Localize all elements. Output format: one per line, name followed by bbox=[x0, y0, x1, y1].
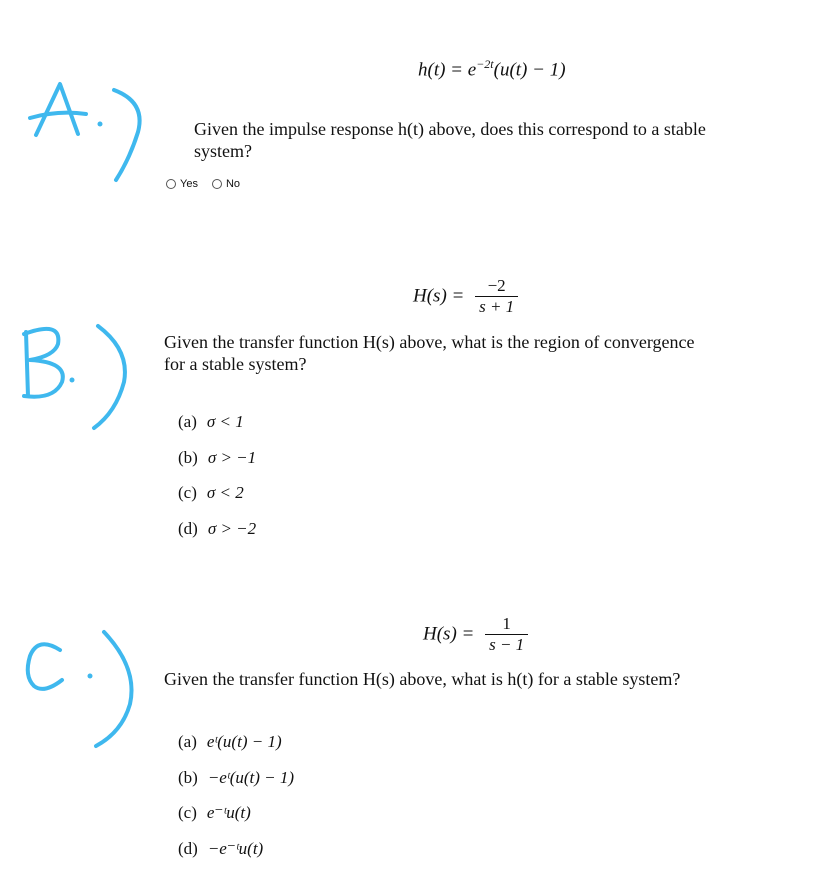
options-b bbox=[178, 404, 256, 546]
handwritten-marker-a bbox=[22, 80, 162, 190]
options-c bbox=[178, 724, 294, 866]
option-b-a: (a) σ < 1 bbox=[178, 412, 244, 431]
radio-circle-icon[interactable] bbox=[212, 179, 222, 189]
radio-circle-icon[interactable] bbox=[166, 179, 176, 189]
impulse-response-equation: $h(t) = e^{-2t}(u(t) - 1)$ bbox=[418, 57, 566, 81]
stability-radio-group bbox=[166, 178, 254, 190]
transfer-function-c: H(s) = $\frac{1}{s - 1}$ bbox=[423, 614, 528, 655]
transfer-function-b: H(s) = $\frac{-2}{s + 1}$ bbox=[413, 276, 518, 317]
question-b: Given the transfer function H(s) above, what is the region of convergence for a stable system? bbox=[164, 332, 695, 374]
handwritten-marker-c bbox=[18, 628, 148, 753]
radio-no[interactable]: No bbox=[212, 178, 240, 190]
option-c-c: (c) e⁻ᵗu(t) bbox=[178, 803, 251, 822]
option-c-b: (b) −eᵗ(u(t) − 1) bbox=[178, 767, 295, 787]
option-b-b: (b) σ > −1 bbox=[178, 447, 257, 467]
option-c-a: (a) eᵗ(u(t) − 1) bbox=[178, 732, 282, 751]
handwritten-marker-b bbox=[14, 320, 144, 435]
question-a: Given the impulse response h(t) above, does this correspond to a stable system? bbox=[194, 119, 706, 161]
radio-yes[interactable]: Yes bbox=[166, 178, 198, 190]
option-c-d: (d) −e⁻ᵗu(t) bbox=[178, 838, 264, 858]
question-c: Given the transfer function H(s) above, what is h(t) for a stable system? bbox=[164, 669, 681, 689]
option-b-d: (d) σ > −2 bbox=[178, 518, 257, 538]
option-b-c: (c) σ < 2 bbox=[178, 483, 244, 502]
